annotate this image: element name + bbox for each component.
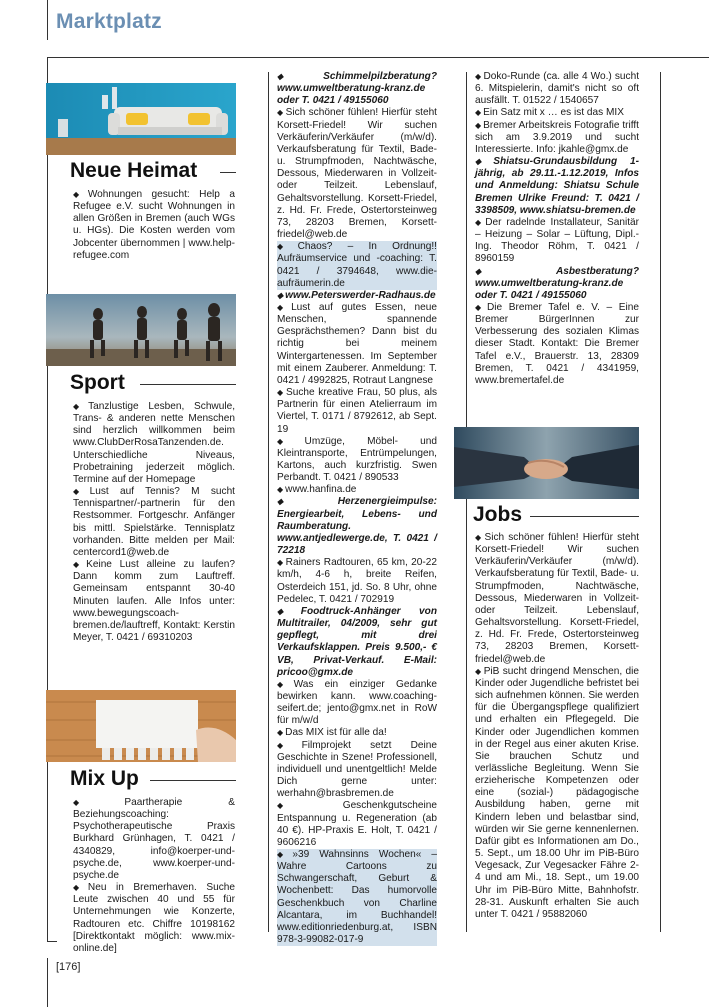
- list-item: ◆ Rainers Radtouren, 65 km, 20-22 km/h, 4-6 h, breite Reifen, Osterdeich 151, jd. So. 8 Uhr, ohne Pedelec, T. 0421 / 702919: [277, 557, 437, 605]
- neue-heimat-text: [73, 189, 235, 262]
- list-item: ◆ Was ein einziger Gedanke bewirken kann. www.coaching-seifert.de; jento@gmx.net in RoW für m/w/d: [277, 678, 437, 727]
- list-item: ◆ Umzüge, Möbel- und Kleintransporte, Entrümpelungen, Kartons, auch kurzfristig. Swen Perbandt. T. 0421 / 890533: [277, 435, 437, 484]
- list-item: ◆ PiB sucht dringend Menschen, die Kinder oder Jugendliche befristet bei sich aufnehmen können. Sie werden für die Übergangspflege qualifiziert und erhalten ein Pflegegeld. Die Kinder oder Jugendlichen kommen in der Regel aus einer akuten Krise. Sie brauchen Schutz und verlässliche Begleitung. Wenn Sie erzieherische Kompetenzen oder eine (sozial-) pädagogische Ausbildung haben, gerne mit Kindern leben und belastbar sind, würden wir Sie gerne kennenlernen. Dafür gibt es Informationen am Do., 5. Sept., um 18.00 Uhr im PiB-Büro Vegesack, Zur Vegesacker Fähre 2-4 und am Mi., 18. Sept., um 19.00 Uhr im PiB-Büro Mitte, Bahnhofstr. 28-31. Auskunft erhalten Sie auch unter T. 0421 / 95882060: [475, 665, 639, 920]
- list-item: ◆ Sich schöner fühlen! Hierfür steht Korsett-Friedel! Wir suchen Verkäuferin/Verkäufer (m/w/d). Verkaufsberatung für Textil, Bade- u. Strumpfmoden, Nachtwäsche, Dessous, Miederwaren in Vollzeit- oder Teilzeit. Lebenslauf, Gehaltsvorstellung. Korsett-Friedel, z. Hd. Fr. Frede, Ostertorsteinweg 73, 28203 Bremen, Korsett-friedel@web.de: [475, 532, 639, 665]
- column-divider-1: [47, 57, 48, 942]
- runners-image: [46, 294, 236, 366]
- left-page-border-lower: [47, 958, 48, 1007]
- mix-up-photo: [46, 690, 236, 762]
- handshake-image: [454, 427, 639, 499]
- list-item: ◆ Geschenkgutscheine Entspannung u. Regeneration (ab 40 €). HP-Praxis E. Holt, T. 0421 / 9606216: [277, 800, 437, 848]
- section-title-mix-up: Mix Up: [68, 767, 145, 791]
- list-item: ◆ Lust auf gutes Essen, neue Menschen, spannende Gesprächsthemen? Dann bist du richtig bei meinem Wintergartenessen. Im September mit einem Zauberer. Anmeldung: T. 0421 / 4992825, Rotraut Langnese: [277, 301, 437, 386]
- sport-rule: [140, 384, 236, 385]
- column-divider-2: [268, 72, 269, 932]
- list-item: ◆ Bremer Arbeitskreis Fotografie trifft sich am 3.9.2019 und sucht Interessierte. Info: jkahle@gmx.de: [475, 119, 639, 155]
- neue-heimat-photo: [46, 83, 236, 155]
- column-divider-4: [660, 72, 661, 932]
- list-item: ◆ Paartherapie & Beziehungscoaching: Psychotherapeutische Praxis Burkhard Grünhagen, T. 0421 / 4340829, info@koerper-und-psyche.de, www.koerper-und-psyche.de: [73, 797, 235, 881]
- column-divider-3: [466, 72, 467, 932]
- right-column: [475, 71, 639, 387]
- list-item: ◆ Sich schöner fühlen! Hierfür steht Korsett-Friedel! Wir suchen Verkäuferin/Verkäufer (m/w/d). Verkaufsberatung für Textil, Bade- u. Strumpfmoden, Nachtwäsche, Dessous, Miederwaren in Vollzeit- oder Teilzeit. Lebenslauf, Gehaltsvorstellung. Korsett-Friedel, z. Hd. Fr. Frede, Ostertorsteinweg 73, 28203 Bremen, Korsett-friedel@web.de: [277, 107, 437, 241]
- list-item: ◆ Filmprojekt setzt Deine Geschichte in Szene! Professionell, individuell und unentgeltlich! Melde Dich gerne unter: werhahn@brasbremen.de: [277, 739, 438, 800]
- mix-up-rule: [150, 780, 236, 781]
- list-item: ◆ Chaos? – In Ordnung!! Aufräumservice und -coaching: T. 0421 / 3794648, www.die-aufräumerin.de: [277, 241, 437, 289]
- jobs-rule: [530, 516, 639, 517]
- section-title-neue-heimat: Neue Heimat: [68, 159, 203, 183]
- jobs-text: [475, 532, 639, 921]
- list-item: ◆ Foodtruck-Anhänger von Multitrailer, 04/2009, sehr gut gepflegt, mit drei Verkaufsklappen. Preis 9.500,- € VB, Privat-Verkauf. E-Mail: pricoo@gmx.de: [277, 605, 437, 678]
- list-item: ◆ Schimmelpilzberatung? www.umweltberatung-kranz.de oder T. 0421 / 49155060: [277, 71, 437, 107]
- list-item: ◆ Der radelnde Installateur, Sanitär – Heizung – Solar – Lüftung, Dipl.-Ing. Theodor Röhm, T. 0421 / 8960159: [475, 216, 639, 265]
- list-item: ◆ Neu in Bremerhaven. Suche Leute zwischen 40 und 55 für Unternehmungen wie Konzerte, Radtouren etc. Chiffre 10198162 [Direktkontakt möglich: www.mix-online.de]: [73, 882, 235, 954]
- list-item: ◆ Das MIX ist für alle da!: [277, 727, 387, 739]
- list-item: ◆ Die Bremer Tafel e. V. – Eine Bremer BürgerInnen zur Verbesserung des sozialen Klimas dieser Stadt. Kontakt: Die Bremer Tafel e.V., Brauerstr. 13, 28309 Bremen, T. 0421 / 4341959, www.bremertafel.de: [475, 301, 639, 386]
- list-item: ◆ Asbestberatung? www.umweltberatung-kranz.de oder T. 0421 / 49155060: [475, 265, 639, 301]
- page-title: Marktplatz: [56, 10, 162, 33]
- list-item: ◆ www.hanfina.de: [277, 484, 357, 496]
- neue-heimat-rule: [220, 172, 236, 173]
- mix-up-text: [73, 797, 235, 955]
- page-number: [176]: [56, 961, 81, 973]
- list-item: ◆ »39 Wahnsinns Wochen« – Wahre Cartoons zu Schwangerschaft, Geburt & Wochenbett: Das humorvolle Geschenkbuch von Charline Alcantara, im Buchhandel! www.editionriedenburg.at, ISBN 978-3-99082-017-9: [277, 849, 437, 946]
- list-item: ◆ Tanzlustige Lesben, Schwule, Trans- & anderen nette Menschen sind herzlich willkommen beim www.ClubDerRosaTanzenden.de. Unterschiedliche Niveaus, Probetraining jederzeit möglich. Termine auf der Homepage: [73, 401, 235, 485]
- list-item: ◆ www.Peterswerder-Radhaus.de: [277, 289, 436, 301]
- list-item: ◆ Keine Lust alleine zu laufen? Dann komm zum Lauftreff. Gemeinsam entspannt 30-40 Minuten laufen. Alle Infos unter: www.bewegungscoach-bremen.de/lauftreff, Kontakt: Kerstin Meyer, T. 0421 / 69310203: [73, 559, 235, 643]
- section-title-sport: Sport: [68, 371, 131, 395]
- sport-text: [73, 401, 235, 644]
- list-item: ◆ Shiatsu-Grundausbildung 1-jährig, ab 29.11.-1.12.2019, Infos und Anmeldung: Shiatsu Schule Bremen Ulrike Freund: T. 0421 / 3398509, www.shiatsu-bremen.de: [475, 156, 639, 216]
- bottom-rule: [47, 941, 57, 942]
- list-item: ◆ Doko-Runde (ca. alle 4 Wo.) sucht 6. Mitspielerin, damit's nicht so oft ausfällt. T. 01522 / 1540657: [475, 71, 640, 107]
- list-item: ◆ Ein Satz mit x … es ist das MIX: [475, 107, 624, 119]
- list-item: ◆ Suche kreative Frau, 50 plus, als Partnerin für einen Atelierraum im Viertel, T. 0171 / 8792612, ab Sept. 19: [277, 387, 438, 435]
- sofa-room-image: [46, 83, 236, 155]
- left-page-border: [47, 0, 48, 40]
- list-item: ◆ Herzenergieimpulse: Energiearbeit, Lebens- und Raumberatung. www.antjedlewerge.de, T. 0421 / 72218: [277, 496, 437, 557]
- list-item: ◆ Wohnungen gesucht: Help a Refugee e.V. sucht Wohnungen in allen Größen in Bremen (auch WGs u. HGs). Die Kosten werden vom Jobcenter übernommen | www.help-refugee.com: [73, 189, 235, 261]
- sport-photo: [46, 294, 236, 366]
- list-item: ◆ Lust auf Tennis? M sucht Tennispartner/-partnerin für den Restsommer. Fortgeschr. Anfänger bis mittl. Spielstärke. Tennisplatz vorhanden. Bitte melden per Mail: centercord1@web.de: [73, 486, 235, 558]
- note-on-wood-image: [46, 690, 236, 762]
- middle-column: [277, 71, 437, 946]
- jobs-photo: [454, 427, 639, 499]
- top-rule: [47, 57, 709, 58]
- section-title-jobs: Jobs: [471, 503, 528, 527]
